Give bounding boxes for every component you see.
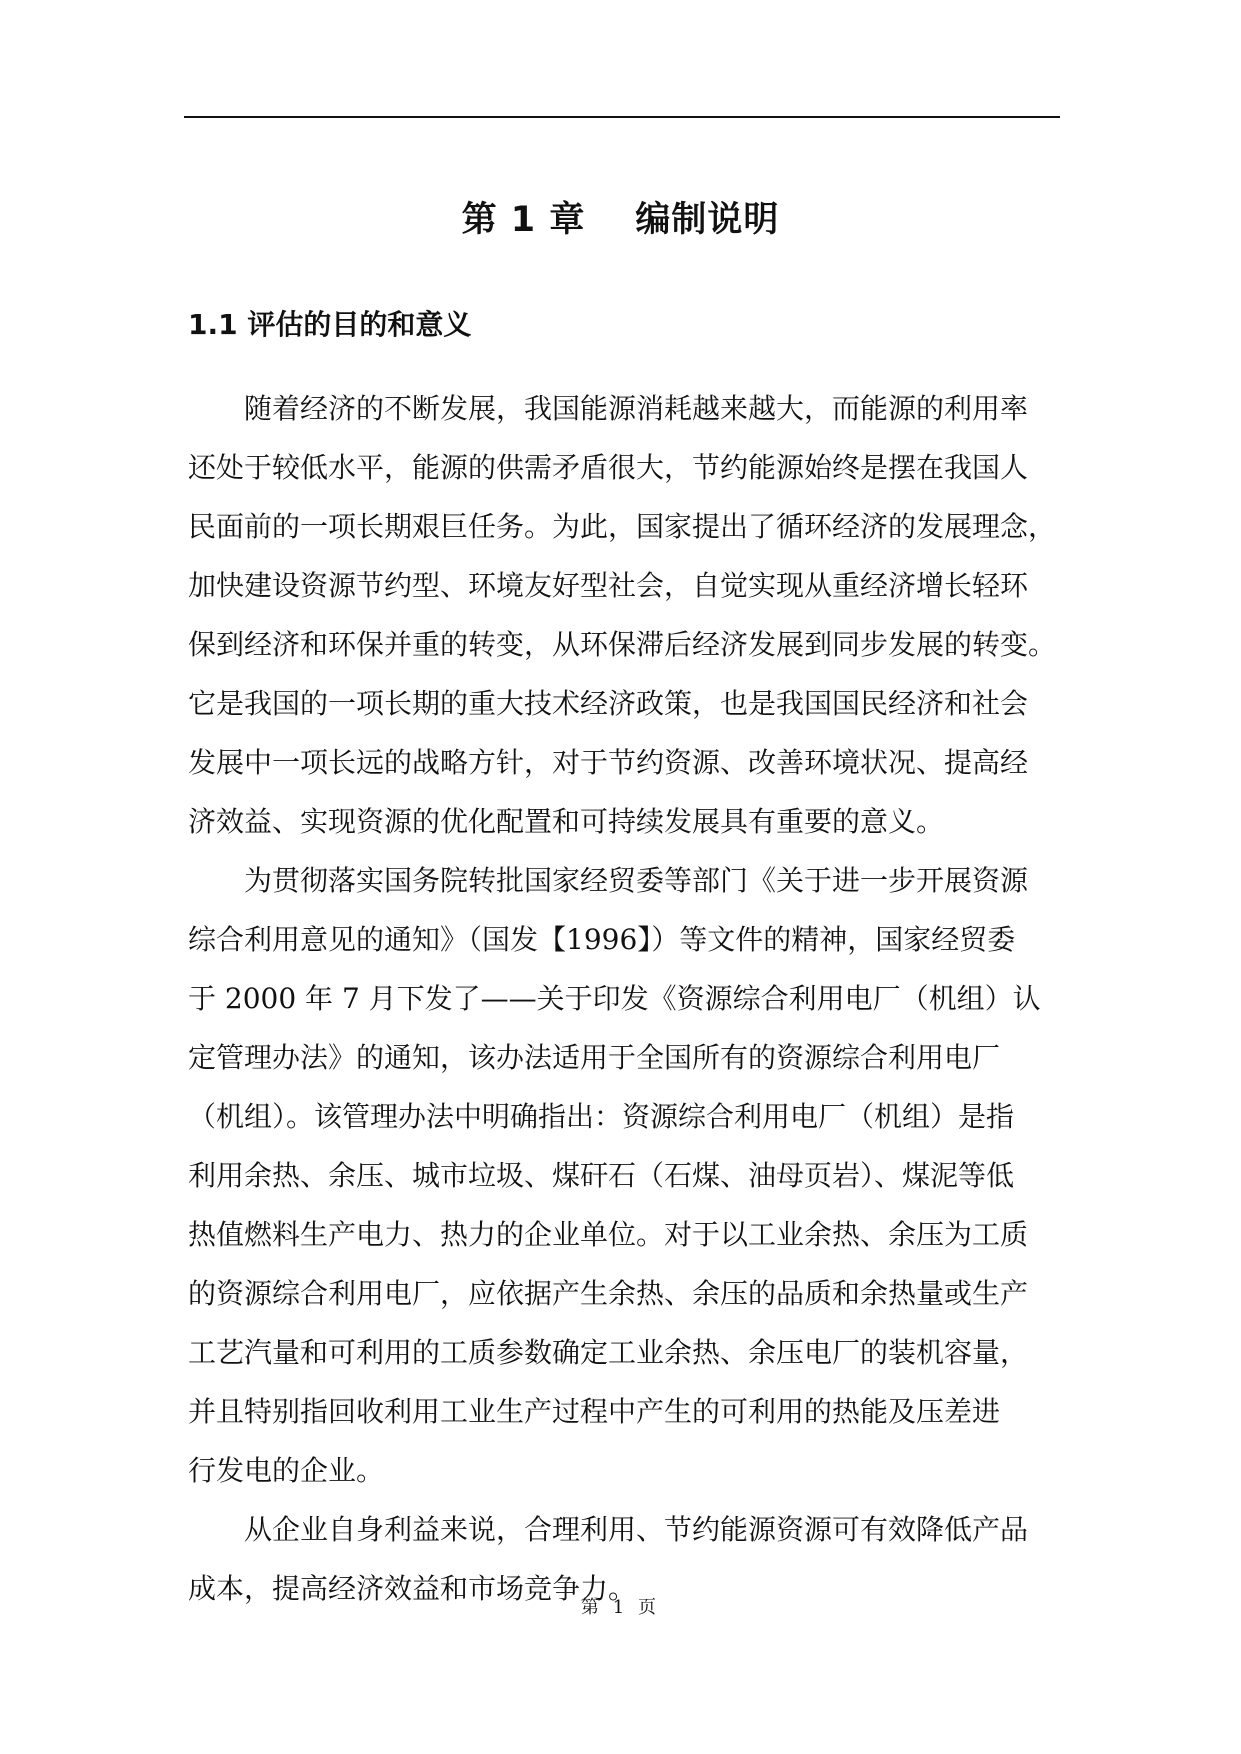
text-line: 利用余热、余压、城市垃圾、煤矸石（石煤、油母页岩）、煤泥等低 <box>188 1159 1015 1192</box>
body-text <box>188 379 1058 1618</box>
text-line: 济效益、实现资源的优化配置和可持续发展具有重要的意义。 <box>188 805 945 838</box>
text-line: 加快建设资源节约型、环境友好型社会，自觉实现从重经济增长轻环 <box>188 569 1029 602</box>
text-line: 热值燃料生产电力、热力的企业单位。对于以工业余热、余压为工质 <box>188 1218 1029 1251</box>
text-line: 民面前的一项长期艰巨任务。为此，国家提出了循环经济的发展理念， <box>188 510 1057 543</box>
chapter-title <box>0 196 1241 244</box>
text-line: 为贯彻落实国务院转批国家经贸委等部门《关于进一步开展资源 <box>244 864 1029 897</box>
text-line: 行发电的企业。 <box>188 1454 385 1487</box>
chapter-name: 编制说明 <box>635 200 780 240</box>
text-line: 并且特别指回收利用工业生产过程中产生的可利用的热能及压差进 <box>188 1395 1001 1428</box>
text-line: （机组）。该管理办法中明确指出：资源综合利用电厂（机组）是指 <box>188 1100 1015 1133</box>
text-line: 还处于较低水平，能源的供需矛盾很大，节约能源始终是摆在我国人 <box>188 451 1029 484</box>
text-line: 的资源综合利用电厂，应依据产生余热、余压的品质和余热量或生产 <box>188 1277 1029 1310</box>
section-title: 1.1 评估的目的和意义 <box>188 308 472 341</box>
page-number: 第 1 页 <box>581 1597 660 1618</box>
chapter-label: 第 1 章 <box>461 200 586 240</box>
text-line: 综合利用意见的通知》（国发【1996】）等文件的精神，国家经贸委 <box>188 923 1016 956</box>
text-line: 保到经济和环保并重的转变，从环保滞后经济发展到同步发展的转变。 <box>188 628 1057 661</box>
text-line: 从企业自身利益来说，合理利用、节约能源资源可有效降低产品 <box>244 1513 1029 1546</box>
text-line: 它是我国的一项长期的重大技术经济政策，也是我国国民经济和社会 <box>188 687 1029 720</box>
text-line: 成本，提高经济效益和市场竞争力。 <box>188 1572 637 1605</box>
text-line: 发展中一项长远的战略方针，对于节约资源、改善环境状况、提高经 <box>188 746 1029 779</box>
text-line: 于 2000 年 7 月下发了——关于印发《资源综合利用电厂（机组）认 <box>188 982 1041 1015</box>
text-line: 工艺汽量和可利用的工质参数确定工业余热、余压电厂的装机容量， <box>188 1336 1029 1369</box>
text-line: 随着经济的不断发展，我国能源消耗越来越大，而能源的利用率 <box>244 392 1029 425</box>
paragraph-1 <box>188 379 1058 851</box>
header-rule <box>184 116 1060 118</box>
paragraph-2 <box>188 851 1058 1500</box>
text-line: 定管理办法》的通知，该办法适用于全国所有的资源综合利用电厂 <box>188 1041 1001 1074</box>
